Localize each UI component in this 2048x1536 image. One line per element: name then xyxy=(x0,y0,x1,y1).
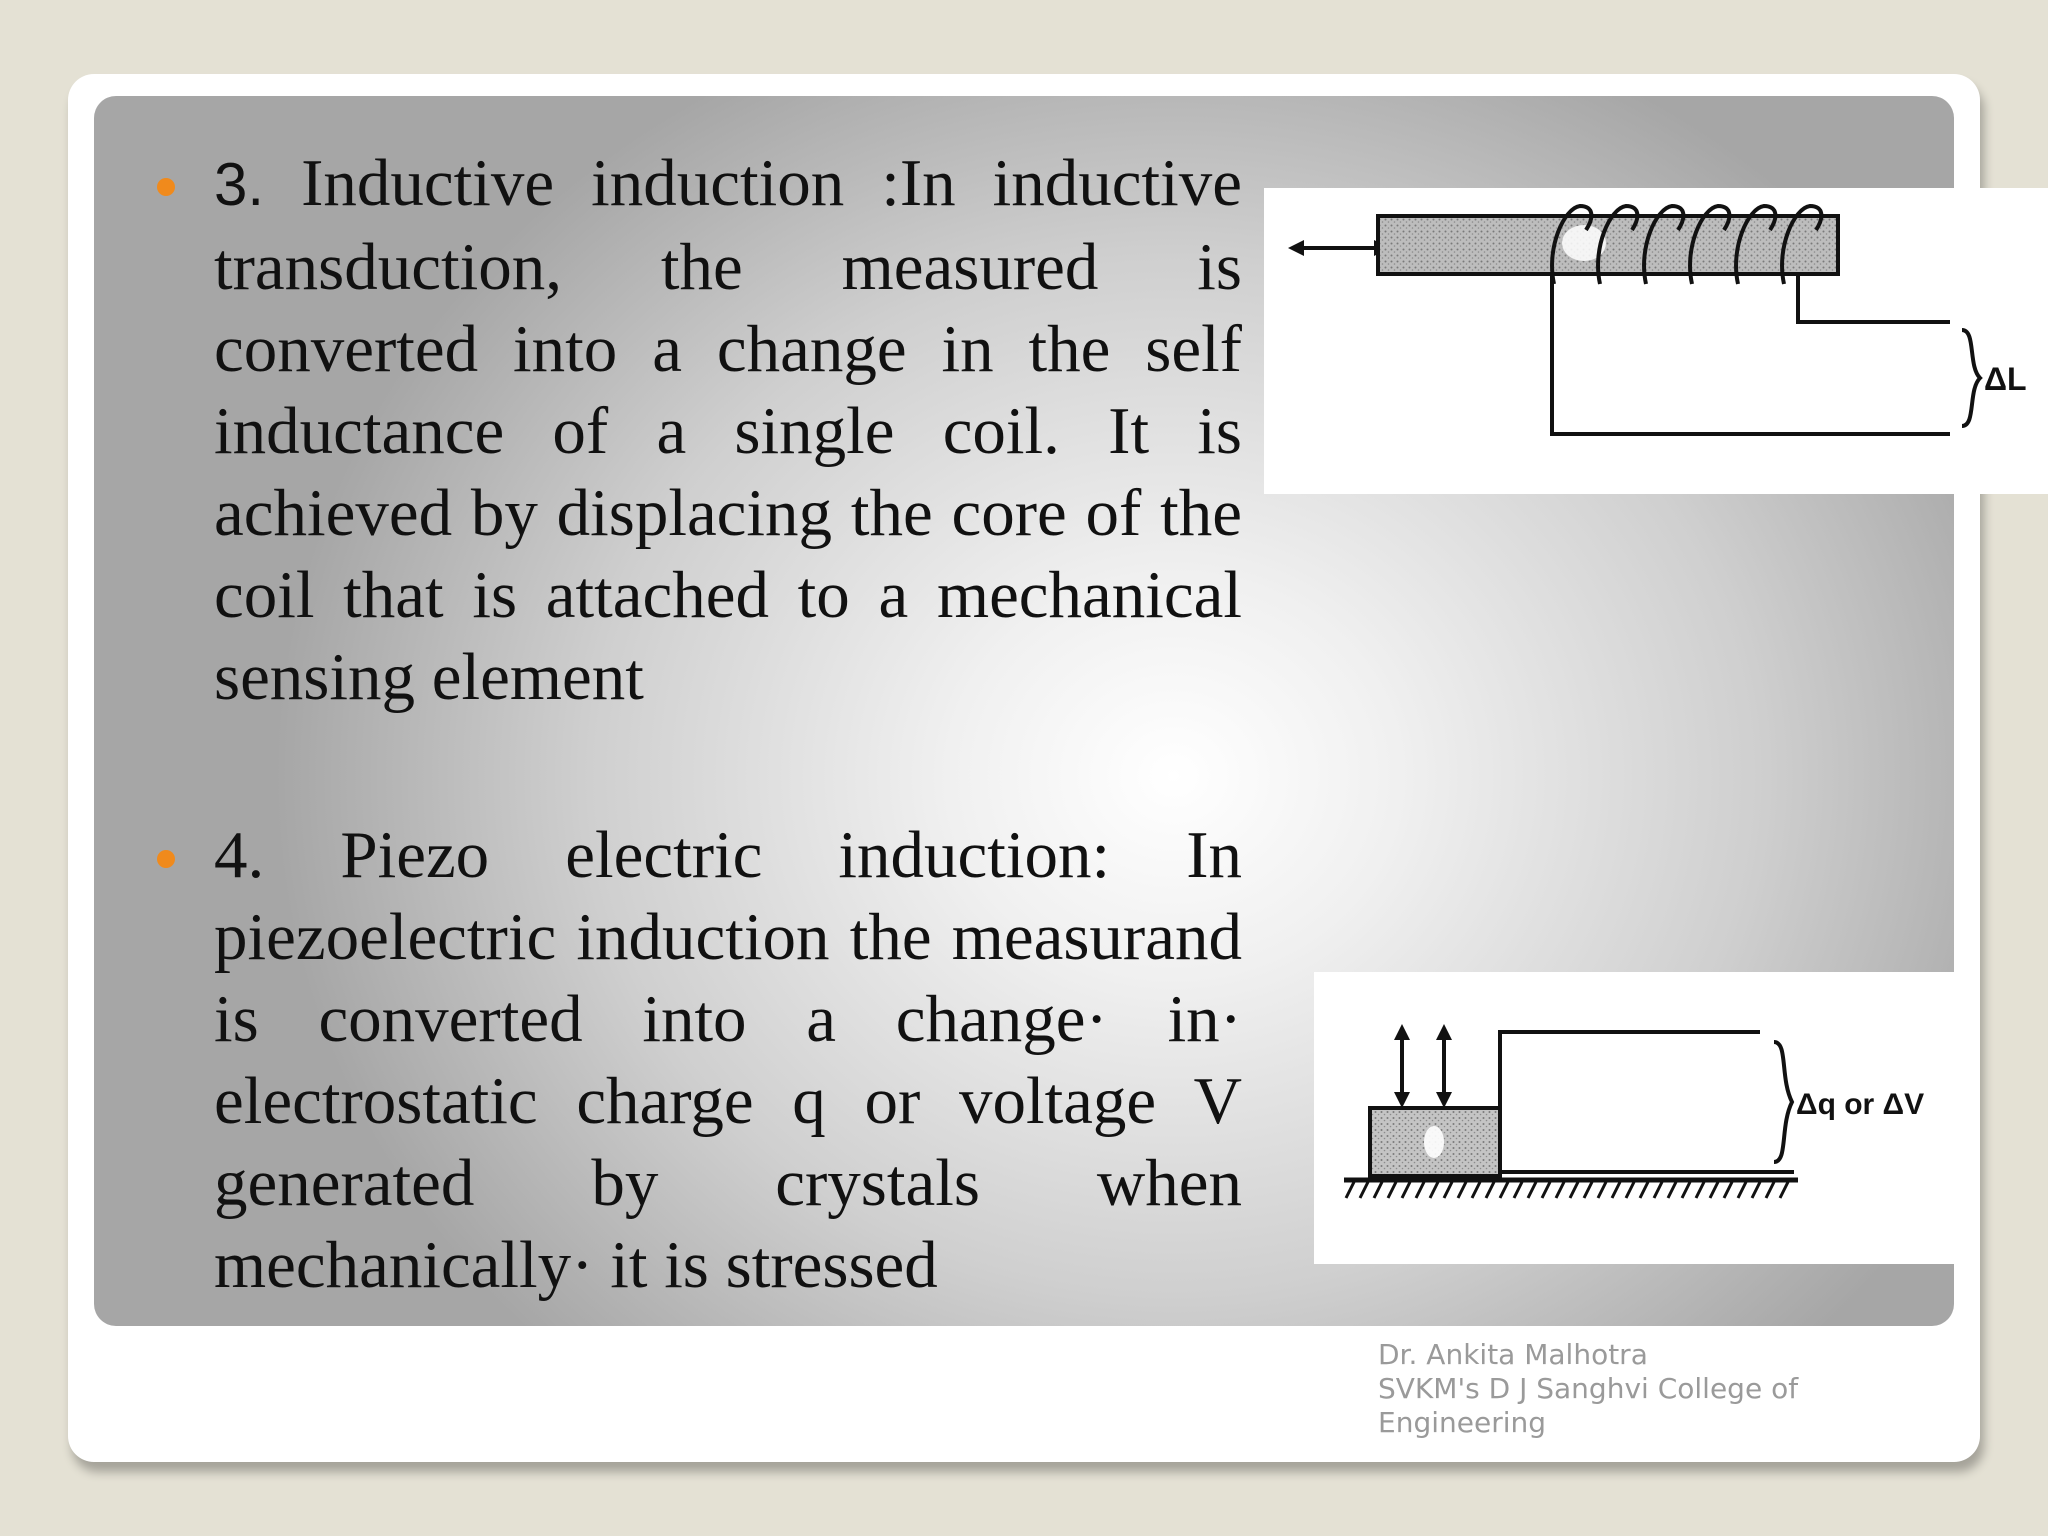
delta-q-label: Δq or ΔV xyxy=(1796,1088,1925,1121)
inductive-transducer-figure xyxy=(1264,188,2048,494)
bullet-marker xyxy=(157,850,175,868)
author-name: Dr. Ankita Malhotra xyxy=(1378,1338,1648,1371)
bullet-marker xyxy=(157,178,175,196)
bullet-text: Piezo electric induction: In piezoelectric induction the measurand is converted into a change· in· electrostatic charge q or voltage V generated by crystals when mechanically· it is stressed xyxy=(214,818,1243,1302)
inductive-diagram xyxy=(1264,188,2048,494)
delta-l-label: ΔL xyxy=(1984,361,2027,397)
bullet-number: 3. xyxy=(214,151,265,218)
bullet-text: Inductive induction :In inductive transduction, the measured is converted into a change in the self inductance of a single coil. It is achieved by displacing the core of the coil that is attached to a mechanical sensing element xyxy=(214,146,1242,714)
institution-line2: Engineering xyxy=(1378,1406,1546,1439)
bullet-inductive xyxy=(214,142,1242,718)
bullet-piezo xyxy=(214,814,1242,1306)
piezo-diagram xyxy=(1314,972,1954,1264)
slide-footer xyxy=(1378,1338,1898,1440)
piezo-transducer-figure xyxy=(1314,972,1954,1264)
institution-line1: SVKM's D J Sanghvi College of xyxy=(1378,1372,1799,1405)
bullet-number: 4. xyxy=(214,818,265,892)
